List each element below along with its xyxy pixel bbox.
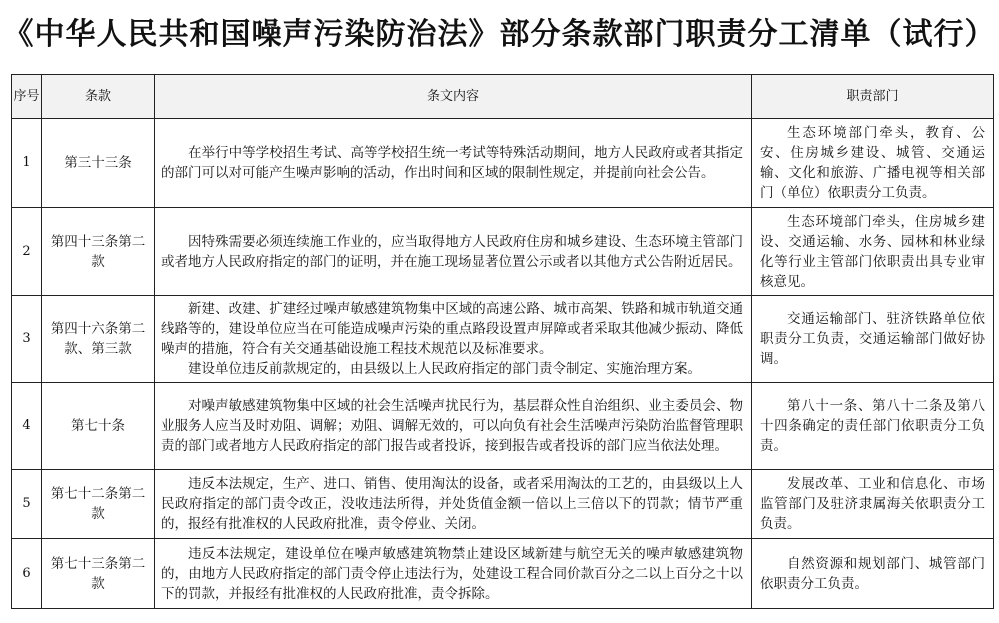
row-dept <box>752 470 994 539</box>
row-no: 3 <box>12 296 42 383</box>
responsibility-table <box>11 74 994 609</box>
row-clause: 第七十三条第二款 <box>42 539 155 609</box>
table-row <box>12 296 994 383</box>
row-clause: 第三十三条 <box>42 119 155 208</box>
row-clause: 第四十六条第二款、第三款 <box>42 296 155 383</box>
row-dept <box>752 119 994 208</box>
dept-text: 生态环境部门牵头，住房城乡建设、交通运输、水务、园林和林业绿化等行业主管部门依职责出具专业审核意见。 <box>760 213 985 290</box>
content-paragraph: 建设单位违反前款规定的，由县级以上人民政府指定的部门责令制定、实施治理方案。 <box>188 361 701 377</box>
row-content <box>155 119 752 208</box>
dept-text: 第八十一条、第八十二条及第八十四条确定的责任部门依职责分工负责。 <box>760 398 985 454</box>
row-clause: 第七十条 <box>42 383 155 470</box>
row-content <box>155 208 752 296</box>
header-clause: 条款 <box>42 75 155 119</box>
row-content <box>155 470 752 539</box>
dept-text: 发展改革、工业和信息化、市场监管部门及驻济隶属海关依职责分工负责。 <box>760 476 985 532</box>
row-no: 5 <box>12 470 42 539</box>
table-header-row <box>12 75 994 119</box>
dept-text: 交通运输部门、驻济铁路单位依职责分工负责，交通运输部门做好协调。 <box>760 311 985 367</box>
row-dept <box>752 539 994 609</box>
row-content <box>155 383 752 470</box>
row-no: 2 <box>12 208 42 296</box>
row-no: 4 <box>12 383 42 470</box>
row-content <box>155 296 752 383</box>
table-row <box>12 539 994 609</box>
row-dept <box>752 296 994 383</box>
table-row <box>12 383 994 470</box>
dept-text: 生态环境部门牵头，教育、公安、住房城乡建设、城管、交通运输、文化和旅游、广播电视等相关部门（单位）依职责分工负责。 <box>760 125 985 201</box>
row-content <box>155 539 752 609</box>
table-row <box>12 470 994 539</box>
table-row <box>12 208 994 296</box>
row-no: 6 <box>12 539 42 609</box>
content-paragraph: 对噪声敏感建筑物集中区域的社会生活噪声扰民行为，基层群众性自治组织、业主委员会、物业服务人应当及时劝阻、调解；劝阻、调解无效的，可以向负有社会生活噪声污染防治监督管理职责的部门或者地方人民政府指定的部门报告或者投诉，接到报告或者投诉的部门应当依法处理。 <box>161 398 743 454</box>
content-paragraph: 违反本法规定，建设单位在噪声敏感建筑物禁止建设区域新建与航空无关的噪声敏感建筑物的，由地方人民政府指定的部门责令停止违法行为，处建设工程合同价款百分之二以上百分之十以下的罚款，并报经有批准权的人民政府批准，责令拆除。 <box>161 545 743 602</box>
row-no: 1 <box>12 119 42 208</box>
header-content: 条文内容 <box>155 75 752 119</box>
page-title: 《中华人民共和国噪声污染防治法》部分条款部门职责分工清单（试行） <box>3 17 996 52</box>
content-paragraph: 新建、改建、扩建经过噪声敏感建筑物集中区域的高速公路、城市高架、铁路和城市轨道交通线路等的，建设单位应当在可能造成噪声污染的重点路段设置声屏障或者采取其他减少振动、降低噪声的措施，符合有关交通基础设施工程技术规范以及标准要求。 <box>161 301 743 357</box>
header-no: 序号 <box>12 75 42 119</box>
row-clause: 第七十二条第二款 <box>42 470 155 539</box>
row-clause: 第四十三条第二款 <box>42 208 155 296</box>
row-dept <box>752 208 994 296</box>
content-paragraph: 违反本法规定，生产、进口、销售、使用淘汰的设备，或者采用淘汰的工艺的，由县级以上人民政府指定的部门责令改正，没收违法所得，并处货值金额一倍以上三倍以下的罚款；情节严重的，报经有批准权的人民政府批准，责令停业、关闭。 <box>161 476 743 532</box>
row-dept <box>752 383 994 470</box>
header-dept: 职责部门 <box>752 75 994 119</box>
content-paragraph: 因特殊需要必须连续施工作业的，应当取得地方人民政府住房和城乡建设、生态环境主管部门或者地方人民政府指定的部门的证明，并在施工现场显著位置公示或者以其他方式公告附近居民。 <box>161 233 743 270</box>
table-row <box>12 119 994 208</box>
dept-text: 自然资源和规划部门、城管部门依职责分工负责。 <box>760 555 985 592</box>
content-paragraph: 在举行中等学校招生考试、高等学校招生统一考试等特殊活动期间，地方人民政府或者其指定的部门可以对可能产生噪声影响的活动，作出时间和区域的限制性规定，并提前向社会公告。 <box>161 145 743 181</box>
